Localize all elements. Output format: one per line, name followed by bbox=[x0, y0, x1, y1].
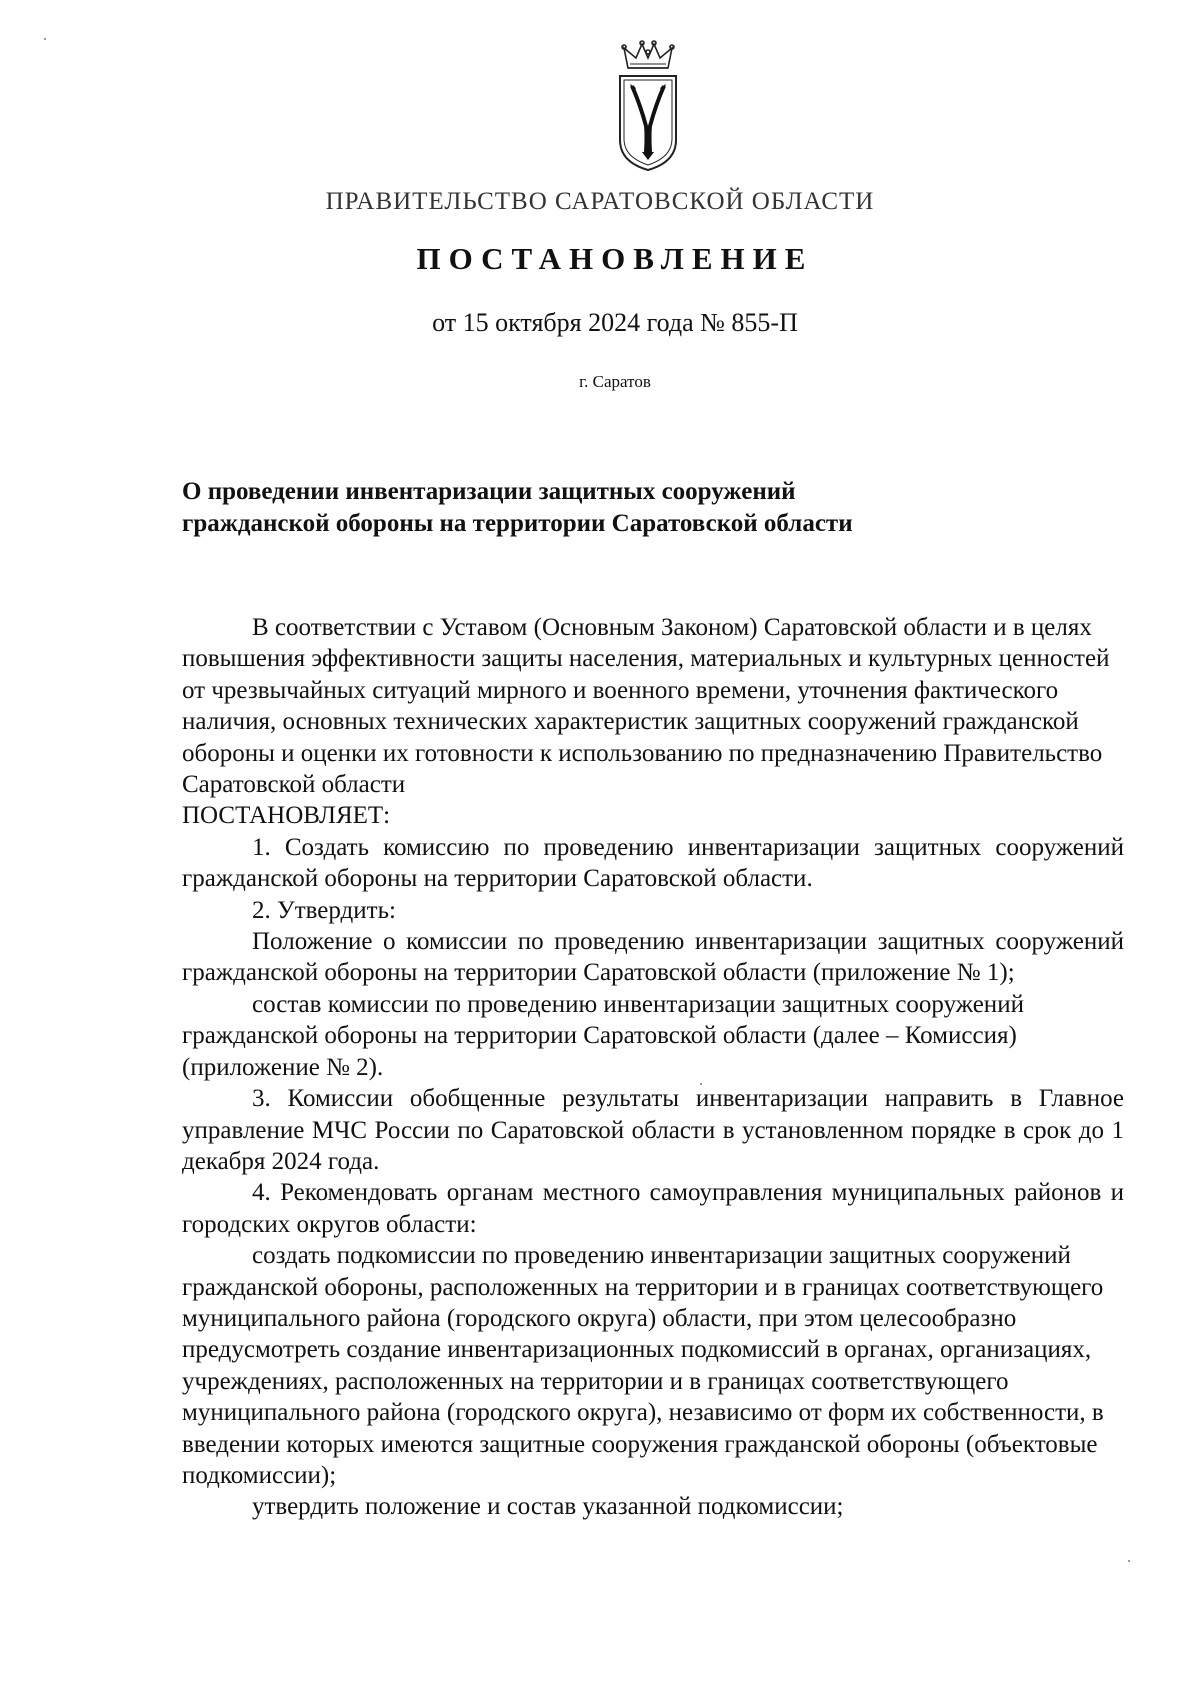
clause-4-item-2: утвердить положение и состав указанной подкомиссии; bbox=[252, 1493, 844, 1521]
clause-3: 3. Комиссии обобщенные результаты инвентаризации направить в Главное управление МЧС России по Саратовской области в установленном порядке в срок до 1 декабря 2024 года. bbox=[182, 1085, 1124, 1175]
document-city: г. Саратов bbox=[579, 372, 651, 391]
scan-speck bbox=[700, 1083, 702, 1085]
document-body bbox=[182, 612, 1124, 1523]
scan-speck bbox=[1128, 1560, 1130, 1562]
clause-2: 2. Утвердить: bbox=[252, 896, 396, 924]
clause-2-item-2: состав комиссии по проведению инвентаризации защитных сооружений гражданской обороны на территории Саратовской области (далее – Комиссия) (приложение № 2). bbox=[182, 990, 1024, 1081]
document-title-line: О проведении инвентаризации защитных сооружений bbox=[182, 478, 796, 505]
preamble-paragraph: В соответствии с Уставом (Основным Законом) Саратовской области и в целях повышения эффективности защиты населения, материальных и культурных ценностей от чрезвычайных ситуаций мирного и военного времени, уточнения фактического наличия, основных технических характеристик защитных сооружений гражданской обороны и оценки их готовности к использованию по предназначению Правительство Саратовской области bbox=[182, 614, 1110, 799]
document-title-line: гражданской обороны на территории Саратовской области bbox=[182, 510, 853, 537]
document-title bbox=[182, 476, 962, 540]
clause-2-item-1: Положение о комиссии по проведению инвентаризации защитных сооружений гражданской обороны на территории Саратовской области (приложение № 1); bbox=[182, 928, 1124, 987]
clause-4: 4. Рекомендовать органам местного самоуправления муниципальных районов и городских округов области: bbox=[182, 1179, 1124, 1238]
saratov-coat-of-arms-icon bbox=[606, 40, 690, 172]
document-date-number: от 15 октября 2024 года № 855-П bbox=[432, 308, 798, 337]
resolves-heading: ПОСТАНОВЛЯЕТ: bbox=[182, 802, 391, 830]
scan-speck bbox=[44, 38, 46, 40]
government-name: ПРАВИТЕЛЬСТВО САРАТОВСКОЙ ОБЛАСТИ bbox=[325, 188, 875, 215]
clause-1: 1. Создать комиссию по проведению инвентаризации защитных сооружений гражданской обороны на территории Саратовской области. bbox=[182, 833, 1124, 893]
clause-4-item-1: создать подкомиссии по проведению инвентаризации защитных сооружений гражданской обороны, расположенных на территории и в границах соответствующего муниципального района (городского округа) области, при этом целесообразно предусмотреть создание инвентаризационных подкомиссий в органах, организациях, учреждениях, расположенных на территории и в границах соответствующего муниципального района (городского округа), независимо от форм их собственности, в введении которых имеются защитные сооружения гражданской обороны (объектовые подкомиссии); bbox=[182, 1242, 1104, 1489]
document-type: ПОСТАНОВЛЕНИЕ bbox=[416, 241, 814, 276]
